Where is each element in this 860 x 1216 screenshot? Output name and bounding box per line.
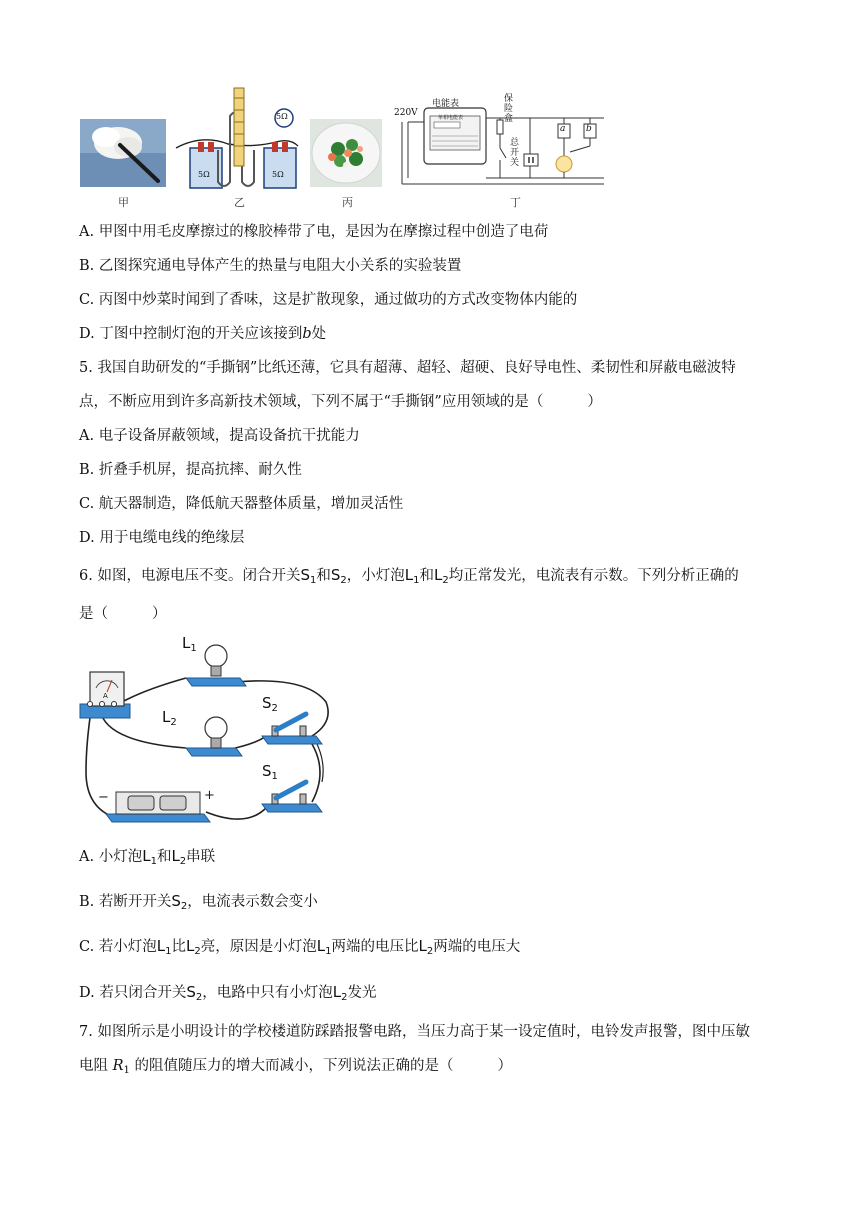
symbol-subscript: 2 (271, 703, 278, 714)
option-text: 两端的电压比 (331, 939, 419, 955)
lamp-l1-symbol (157, 937, 172, 955)
option-text: 亮，原因是小灯泡 (200, 939, 317, 955)
q5-option-b[interactable] (79, 460, 302, 480)
option-text: 比 (171, 939, 187, 955)
option-text-end: 处 (311, 326, 327, 342)
lamp-l2-symbol (419, 937, 434, 955)
symbol-subscript: 2 (194, 946, 201, 957)
option-text: ，电路中只有小灯泡 (202, 985, 333, 1001)
option-italic-b: b (302, 326, 312, 342)
yi-resistor-right-label: 5Ω (272, 170, 284, 179)
option-text: 用于电缆电线的绝缘层 (99, 530, 245, 546)
symbol-subscript: 2 (341, 992, 348, 1003)
switch-s2-symbol (331, 566, 347, 584)
option-letter: A. (79, 224, 95, 240)
symbol-letter: L (418, 937, 427, 955)
yi-resistor-left-label: 5Ω (198, 170, 210, 179)
symbol-letter: L (182, 634, 191, 652)
q6-stem-part: ，小灯泡 (346, 568, 405, 584)
q7-stem-part: 电阻 (79, 1058, 108, 1074)
q6-circuit-figure (76, 632, 336, 828)
lamp-l2-symbol (171, 847, 186, 865)
symbol-subscript: 1 (271, 771, 278, 782)
q6-stem-part: 均正常发光，电流表有示数。下列分析正确的 (448, 568, 739, 584)
option-text: 两端的电压大 (433, 939, 521, 955)
option-letter: B. (79, 258, 95, 274)
symbol-letter: L (404, 566, 414, 584)
symbol-subscript: 1 (309, 575, 317, 586)
option-text: 丙图中炒菜时闻到了香味，这是扩散现象，通过做功的方式改变物体内能的 (98, 292, 578, 308)
symbol-letter: L (316, 937, 326, 955)
option-letter: B. (79, 894, 95, 910)
voltage-label: 220V (394, 108, 418, 118)
figure-row (78, 86, 618, 214)
circuit-label-l2 (162, 708, 177, 728)
yi-resistor-top-label: 5Ω (276, 112, 288, 121)
option-letter: C. (79, 292, 95, 308)
symbol-letter: L (142, 847, 151, 865)
symbol-subscript: 1 (165, 946, 172, 957)
q4-option-d[interactable] (79, 324, 326, 344)
option-text: 发光 (347, 985, 377, 1001)
option-letter: B. (79, 462, 95, 478)
option-text: 折叠手机屏，提高抗摔、耐久性 (98, 462, 302, 478)
symbol-subscript: 2 (170, 717, 177, 728)
q7-stem-close: ） (497, 1058, 513, 1074)
symbol-letter: L (171, 847, 180, 865)
fuse-char-1: 保 (504, 94, 514, 104)
symbol-letter: L (156, 937, 166, 955)
figure-bing (310, 119, 382, 187)
q5-stem-text: 点，不断应用到许多高新技术领域，下列不属于“手撕钢”应用领域的是（ (79, 394, 544, 410)
symbol-letter: R (112, 1058, 124, 1074)
meter-face-label: 单相电能表 (438, 115, 464, 121)
q6-option-d[interactable] (79, 982, 376, 1008)
q6-stem-line1 (79, 565, 739, 591)
option-text: 电子设备屏蔽领域，提高设备抗干扰能力 (98, 428, 360, 444)
switch-char-2: 开 (510, 148, 520, 158)
option-text: 航天器制造，降低航天器整体质量，增加灵活性 (98, 496, 404, 512)
symbol-letter: L (434, 566, 443, 584)
caption-ding: 丁 (510, 196, 521, 209)
option-letter: C. (79, 496, 95, 512)
caption-jia: 甲 (118, 196, 129, 209)
point-b-label: b (586, 124, 592, 134)
circuit-label-l1 (182, 634, 197, 654)
symbol-subscript: 2 (179, 856, 187, 867)
q6-stem-part: 是（ (79, 606, 108, 622)
resistor-r1-symbol (113, 1058, 130, 1074)
option-text: ，电流表示数会变小 (187, 894, 318, 910)
dish-photo (310, 119, 382, 187)
switch-char-3: 关 (510, 158, 520, 168)
fur-rod-image (80, 119, 166, 187)
option-text: 小灯泡 (98, 849, 143, 865)
symbol-letter: L (186, 937, 195, 955)
lamp-l1-symbol (317, 937, 332, 955)
q6-stem-part: 和 (419, 568, 434, 584)
option-letter: A. (79, 428, 95, 444)
symbol-subscript: 1 (413, 575, 420, 586)
q6-option-c[interactable] (79, 936, 520, 962)
q6-option-a[interactable] (79, 846, 215, 872)
symbol-subscript: 1 (123, 1065, 130, 1076)
switch-s2-symbol (186, 983, 202, 1001)
fuse-char-2: 险 (504, 104, 514, 114)
circuit-label-s2 (262, 694, 278, 714)
caption-yi: 乙 (234, 196, 245, 209)
q6-stem-line2 (79, 604, 167, 624)
q4-option-c[interactable] (79, 290, 577, 310)
symbol-subscript: 2 (442, 575, 449, 586)
symbol-letter: S (262, 762, 272, 780)
symbol-subscript: 2 (180, 901, 188, 912)
switch-s1-symbol (300, 566, 316, 584)
figure-ding (394, 94, 616, 190)
symbol-subscript: 2 (340, 575, 347, 586)
q4-option-a[interactable] (79, 222, 548, 242)
option-text: 若只闭合开关 (99, 985, 187, 1001)
symbol-subscript: 1 (325, 946, 332, 957)
fuse-box-label (504, 94, 514, 124)
symbol-letter: S (300, 566, 310, 584)
symbol-letter: L (332, 983, 342, 1001)
q5-option-c[interactable] (79, 494, 403, 514)
main-switch-label (510, 138, 520, 168)
option-letter: D. (79, 530, 95, 546)
option-letter: A. (79, 849, 95, 865)
option-text: 串联 (186, 849, 216, 865)
symbol-letter: S (171, 892, 181, 910)
option-text: 丁图中控制灯泡的开关应该接到 (99, 326, 303, 342)
symbol-subscript: 1 (150, 856, 157, 867)
option-letter: C. (79, 939, 95, 955)
symbol-letter: L (162, 708, 171, 726)
battery-minus-label: − (98, 790, 109, 805)
q7-stem-part: 的阻值随压力的增大而减小，下列说法正确的是（ (134, 1058, 454, 1074)
switch-s2-symbol (171, 892, 187, 910)
switch-char-1: 总 (510, 138, 520, 148)
fuse-char-3: 盒 (504, 114, 514, 124)
symbol-letter: S (330, 566, 341, 584)
caption-bing: 丙 (342, 196, 353, 209)
q6-stem-close: ） (152, 606, 167, 622)
symbol-subscript: 2 (195, 992, 203, 1003)
figure-jia (80, 119, 166, 187)
ammeter-label: A (103, 692, 108, 700)
q5-stem-close: ） (587, 394, 602, 410)
q5-stem-line1: 5. 我国自助研发的“手撕钢”比纸还薄，它具有超薄、超轻、超硬、良好导电性、柔韧性和屏蔽电磁波特 (79, 360, 736, 376)
option-text: 乙图探究通电导体产生的热量与电阻大小关系的实验装置 (98, 258, 462, 274)
lamp-l1-symbol (405, 566, 420, 584)
lamp-l1-symbol (142, 847, 157, 865)
q6-stem-part: 6. 如图，电源电压不变。闭合开关 (79, 568, 301, 584)
q5-stem-line2 (79, 392, 602, 412)
figure-yi (172, 86, 302, 190)
symbol-letter: S (186, 983, 196, 1001)
q6-option-b[interactable] (79, 891, 318, 917)
battery-plus-label: + (204, 788, 215, 803)
q5-option-d[interactable] (79, 528, 244, 548)
option-letter: D. (79, 326, 95, 342)
symbol-subscript: 1 (190, 643, 197, 654)
option-text: 和 (156, 849, 172, 865)
option-text: 甲图中用毛皮摩擦过的橡胶棒带了电，是因为在摩擦过程中创造了电荷 (98, 224, 549, 240)
option-text: 若断开开关 (98, 894, 172, 910)
symbol-subscript: 2 (426, 946, 434, 957)
q5-option-a[interactable] (79, 426, 360, 446)
option-letter: D. (79, 985, 95, 1001)
lamp-l2-symbol (333, 983, 348, 1001)
point-a-label: a (560, 124, 566, 134)
q4-option-b[interactable] (79, 256, 461, 276)
symbol-letter: S (262, 694, 272, 712)
q6-stem-part: 和 (316, 568, 331, 584)
q7-stem-line2 (79, 1056, 512, 1081)
lamp-l2-symbol (186, 937, 201, 955)
q7-stem-line1: 7. 如图所示是小明设计的学校楼道防踩踏报警电路，当压力高于某一设定值时，电铃发声报警，图中压敏 (79, 1024, 750, 1040)
option-text: 若小灯泡 (98, 939, 157, 955)
meter-title: 电能表 (432, 99, 460, 109)
circuit-label-s1 (262, 762, 278, 782)
lamp-l2-symbol (434, 566, 449, 584)
